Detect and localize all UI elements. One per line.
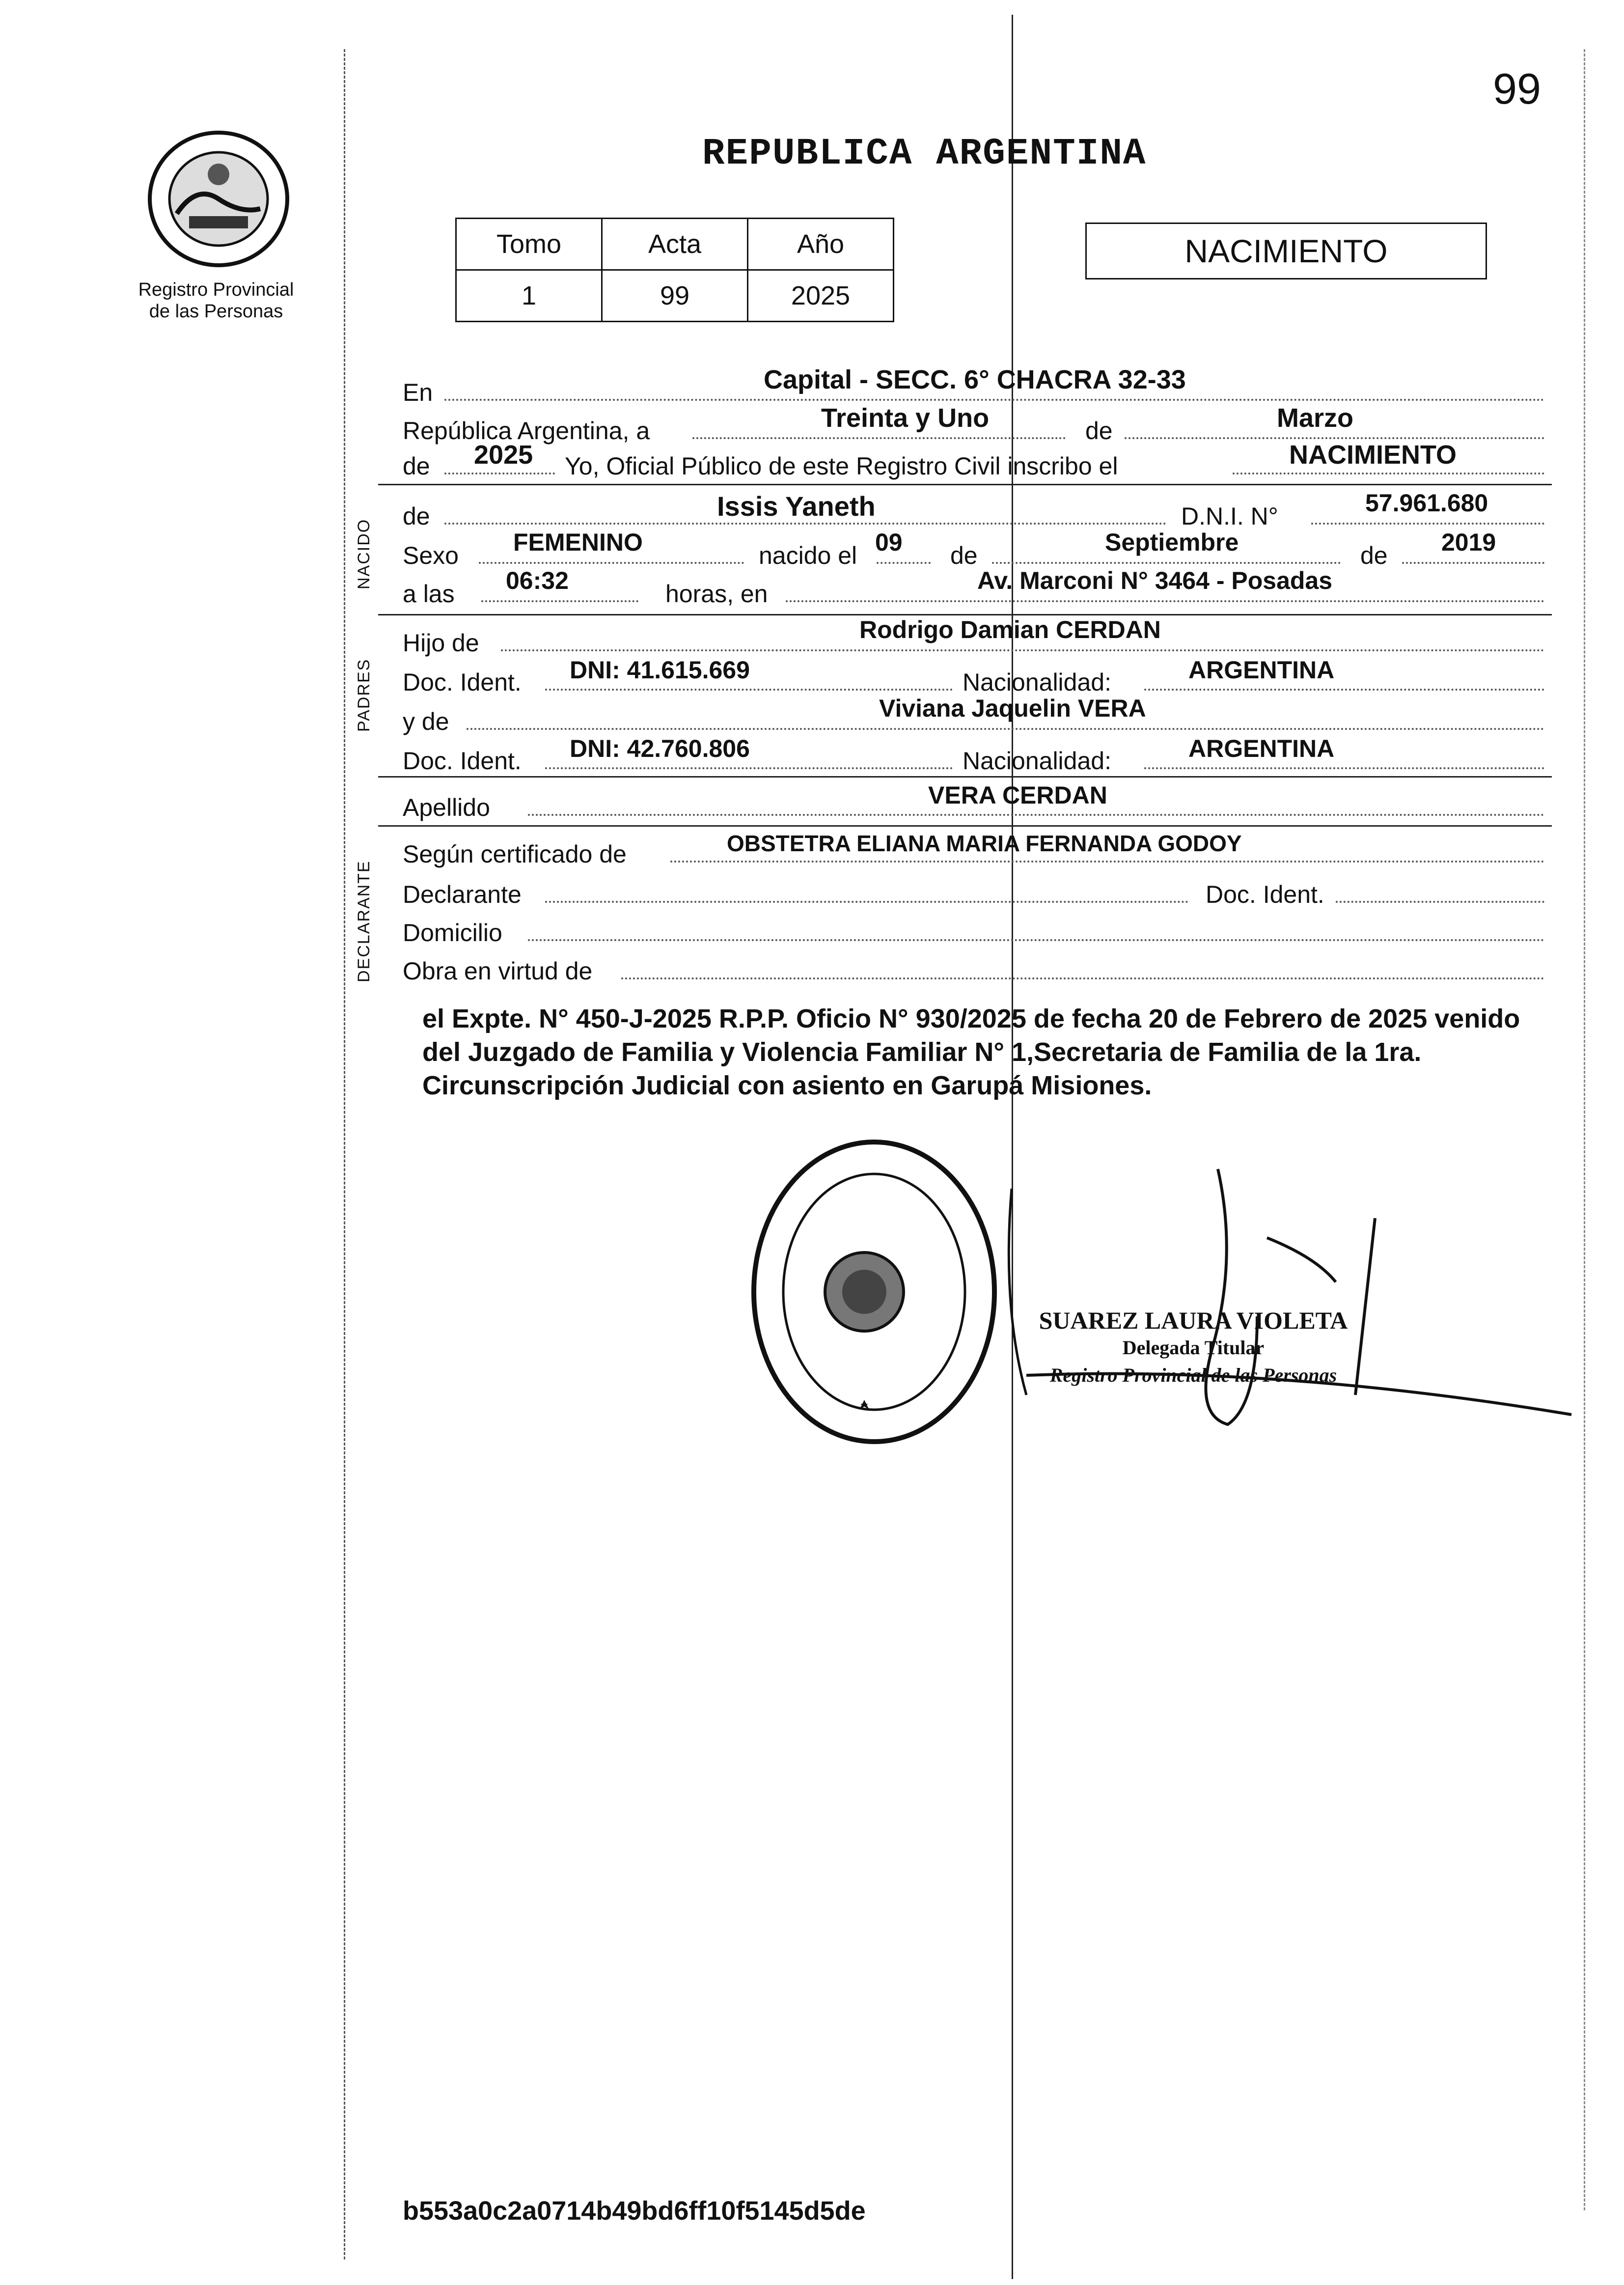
section-separator [378, 776, 1552, 778]
ref-header-acta: Acta [602, 219, 748, 270]
dotted-line [786, 600, 1544, 602]
label-horas-en: horas, en [665, 580, 768, 608]
reference-table-values [456, 270, 894, 322]
value-mes: Marzo [1277, 403, 1354, 433]
dotted-line [1336, 901, 1544, 903]
value-dni: 57.961.680 [1365, 489, 1488, 517]
value-nac-mes: Septiembre [1105, 529, 1239, 556]
label-de: de [950, 542, 978, 569]
value-padre-doc: DNI: 41.615.669 [570, 656, 750, 684]
label-de: de [1360, 542, 1388, 569]
value-nac-anio: 2019 [1441, 529, 1496, 556]
label-dni: D.N.I. N° [1181, 502, 1278, 530]
official-seal-icon [746, 1135, 1002, 1449]
label-doc-ident: Doc. Ident. [1206, 881, 1324, 908]
dotted-line [1144, 767, 1544, 769]
value-padre: Rodrigo Damian CERDAN [859, 616, 1161, 643]
dotted-line [481, 600, 638, 602]
signer-name: SUAREZ LAURA VIOLETA [1039, 1307, 1348, 1334]
value-sexo: FEMENINO [513, 529, 643, 556]
label-doc-ident: Doc. Ident. [403, 669, 522, 696]
label-certificado: Según certificado de [403, 840, 627, 868]
label-de: de [1085, 417, 1113, 445]
dotted-line [545, 901, 1188, 903]
dotted-line [479, 562, 744, 564]
left-margin-line [344, 49, 345, 2259]
label-nacido-el: nacido el [759, 542, 857, 569]
dotted-line [444, 523, 1166, 525]
label-de: de [403, 502, 430, 530]
label-en: En [403, 379, 433, 406]
label-republica: República Argentina, a [403, 417, 650, 445]
value-certificado: OBSTETRA ELIANA MARIA FERNANDA GODOY [727, 831, 1242, 856]
label-nacionalidad: Nacionalidad: [963, 669, 1111, 696]
document-title: REPUBLICA ARGENTINA [702, 133, 1147, 175]
value-lugar-nacimiento: Av. Marconi N° 3464 - Posadas [977, 567, 1333, 594]
dotted-line [528, 814, 1544, 816]
section-separator [378, 484, 1552, 485]
dotted-line [992, 562, 1341, 564]
dotted-line [528, 939, 1544, 941]
value-nombre: Issis Yaneth [717, 491, 876, 522]
section-padres: PADRES [355, 658, 373, 732]
label-doc-ident: Doc. Ident. [403, 747, 522, 775]
value-apellido: VERA CERDAN [928, 781, 1107, 809]
value-dia: Treinta y Uno [821, 403, 990, 433]
value-madre: Viviana Jaquelin VERA [879, 695, 1146, 722]
label-de: de [403, 452, 430, 480]
dotted-line [545, 689, 953, 691]
reference-table-header [456, 219, 894, 270]
value-madre-nacionalidad: ARGENTINA [1188, 735, 1335, 762]
section-nacido: NACIDO [355, 518, 373, 589]
signer-office: Registro Provincial de las Personas [1049, 1364, 1337, 1386]
dotted-line [467, 728, 1544, 730]
ref-value-tomo: 1 [456, 270, 602, 322]
dotted-line [621, 977, 1544, 979]
value-nac-dia: 09 [875, 529, 903, 556]
value-lugar-registro: Capital - SECC. 6° CHACRA 32-33 [764, 365, 1186, 394]
ref-value-anio: 2025 [748, 270, 894, 322]
record-type-box: NACIMIENTO [1085, 223, 1487, 279]
ref-value-acta: 99 [602, 270, 748, 322]
dotted-line [444, 473, 555, 474]
label-sexo: Sexo [403, 542, 459, 569]
dotted-line [670, 861, 1544, 863]
label-nacionalidad: Nacionalidad: [963, 747, 1111, 775]
dotted-line [1402, 562, 1544, 564]
dotted-line [692, 437, 1066, 439]
dotted-line [444, 399, 1544, 401]
dotted-line [877, 562, 931, 564]
right-margin-line [1584, 49, 1585, 2210]
label-hijo-de: Hijo de [403, 629, 479, 657]
center-fold-line [1012, 15, 1013, 2279]
label-obra: Obra en virtud de [403, 957, 593, 985]
label-oficial: Yo, Oficial Público de este Registro Civil inscribo el [565, 452, 1118, 480]
value-hora: 06:32 [506, 567, 569, 594]
label-a-las: a las [403, 580, 455, 608]
value-tipo-inscripcion: NACIMIENTO [1289, 440, 1457, 470]
reference-table [455, 218, 894, 322]
label-y-de: y de [403, 708, 449, 735]
value-madre-doc: DNI: 42.760.806 [570, 735, 750, 762]
dotted-line [1125, 437, 1544, 439]
label-domicilio: Domicilio [403, 919, 502, 947]
section-separator [378, 825, 1552, 827]
label-apellido: Apellido [403, 794, 490, 821]
dotted-line [1144, 689, 1544, 691]
section-declarante: DECLARANTE [355, 860, 373, 982]
province-emblem-icon [142, 125, 295, 273]
logo-caption: Registro Provincial de las Personas [138, 279, 294, 322]
value-padre-nacionalidad: ARGENTINA [1188, 656, 1335, 684]
dotted-line [1233, 473, 1544, 474]
ref-header-tomo: Tomo [456, 219, 602, 270]
page-number: 99 [1493, 64, 1541, 113]
signature-block [1007, 1307, 1380, 1389]
ref-header-anio: Año [748, 219, 894, 270]
label-declarante: Declarante [403, 881, 522, 908]
value-anio-inscripcion: 2025 [474, 440, 533, 470]
dotted-line [1311, 523, 1544, 525]
dotted-line [545, 767, 953, 769]
legal-note: el Expte. N° 450-J-2025 R.P.P. Oficio N° 930/2025 de fecha 20 de Febrero de 2025 venido del Juzgado de Familia y Violencia Familiar N° 1,Secretaria de Familia de la 1ra. Circunscripción Judicial con asiento en Garupá Misiones. [422, 1004, 1520, 1100]
document-hash: b553a0c2a0714b49bd6ff10f5145d5de [403, 2196, 866, 2226]
dotted-line [501, 649, 1544, 651]
signer-title: Delegada Titular [1122, 1337, 1265, 1359]
